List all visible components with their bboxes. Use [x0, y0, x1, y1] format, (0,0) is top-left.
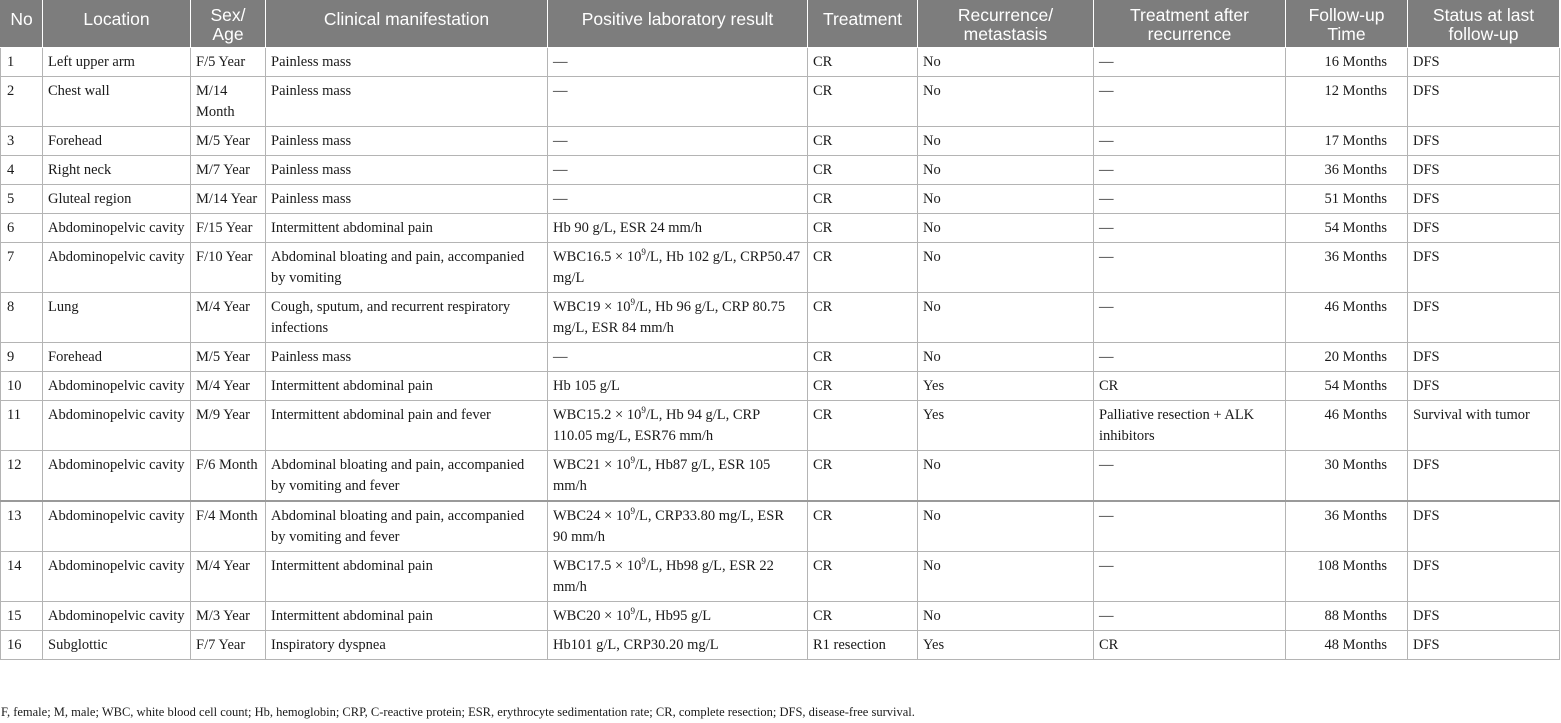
treatment-after-cell: — [1094, 293, 1286, 343]
location-cell: Left upper arm [43, 48, 191, 77]
clinical-cell: Abdominal bloating and pain, accompanied by vomiting and fever [266, 501, 548, 552]
sex-age-cell: F/5 Year [191, 48, 266, 77]
treatment-cell: CR [808, 401, 918, 451]
recurrence-cell: Yes [918, 631, 1094, 660]
sex-age-cell: M/5 Year [191, 343, 266, 372]
lab-cell [548, 501, 808, 552]
recurrence-cell: Yes [918, 401, 1094, 451]
clinical-cell: Intermittent abdominal pain [266, 214, 548, 243]
treatment-after-cell: — [1094, 552, 1286, 602]
treatment-cell: CR [808, 77, 918, 127]
header-treatment: Treatment [808, 1, 918, 48]
treatment-after-cell: — [1094, 214, 1286, 243]
clinical-cell: Cough, sputum, and recurrent respiratory infections [266, 293, 548, 343]
lab-text-part: WBC21 × 10 [553, 457, 631, 473]
recurrence-cell: Yes [918, 372, 1094, 401]
table-row [1, 127, 1560, 156]
status-cell: DFS [1408, 501, 1560, 552]
table-row [1, 501, 1560, 552]
treatment-cell: CR [808, 501, 918, 552]
sex-age-cell: F/4 Month [191, 501, 266, 552]
status-cell: Survival with tumor [1408, 401, 1560, 451]
header-status-line1: Status at last [1432, 5, 1535, 25]
clinical-cell: Intermittent abdominal pain and fever [266, 401, 548, 451]
lab-exponent: 9 [630, 455, 635, 465]
treatment-cell: CR [808, 552, 918, 602]
lab-cell: Hb101 g/L, CRP30.20 mg/L [548, 631, 808, 660]
lab-text-part: /L, Hb 94 g/L, CRP 110.05 mg/L, ESR76 mm/h [553, 407, 760, 444]
followup-cell: 36 Months [1286, 243, 1408, 293]
table-row [1, 451, 1560, 502]
treatment-cell: CR [808, 451, 918, 502]
treatment-after-cell: — [1094, 127, 1286, 156]
sex-age-cell: M/5 Year [191, 127, 266, 156]
clinical-cell: Painless mass [266, 77, 548, 127]
recurrence-cell: No [918, 48, 1094, 77]
header-location: Location [43, 1, 191, 48]
treatment-cell: CR [808, 48, 918, 77]
location-cell: Abdominopelvic cavity [43, 451, 191, 502]
header-status [1408, 1, 1560, 48]
lab-text-part: WBC24 × 10 [553, 508, 631, 524]
header-status-line2: follow-up [1448, 24, 1519, 44]
followup-cell: 51 Months [1286, 185, 1408, 214]
followup-cell: 36 Months [1286, 501, 1408, 552]
header-sex-age-line2: Age [212, 24, 244, 44]
location-cell: Right neck [43, 156, 191, 185]
location-cell: Forehead [43, 343, 191, 372]
status-cell: DFS [1408, 214, 1560, 243]
location-cell: Lung [43, 293, 191, 343]
table-footnote: F, female; M, male; WBC, white blood cell count; Hb, hemoglobin; CRP, C-reactive protein; ESR, erythrocyte sedimentation rate; CR, complete resection; DFS, disease-free survival. [1, 705, 915, 719]
lab-text-part: WBC19 × 10 [553, 299, 631, 315]
lab-cell [548, 602, 808, 631]
clinical-cell: Intermittent abdominal pain [266, 372, 548, 401]
clinical-cell: Painless mass [266, 127, 548, 156]
treatment-after-cell: — [1094, 343, 1286, 372]
status-cell: DFS [1408, 602, 1560, 631]
treatment-cell: CR [808, 156, 918, 185]
status-cell: DFS [1408, 127, 1560, 156]
no-cell: 10 [1, 372, 43, 401]
lab-text-part: WBC15.2 × 10 [553, 407, 642, 423]
status-cell: DFS [1408, 48, 1560, 77]
lab-exponent: 9 [641, 405, 646, 415]
location-cell: Subglottic [43, 631, 191, 660]
location-cell: Abdominopelvic cavity [43, 501, 191, 552]
lab-exponent: 9 [630, 506, 635, 516]
followup-cell: 16 Months [1286, 48, 1408, 77]
treatment-after-cell: — [1094, 501, 1286, 552]
treatment-cell: CR [808, 127, 918, 156]
lab-cell [548, 401, 808, 451]
lab-text-part: /L, CRP33.80 mg/L, ESR 90 mm/h [553, 508, 785, 545]
location-cell: Abdominopelvic cavity [43, 243, 191, 293]
header-clinical: Clinical manifestation [266, 1, 548, 48]
treatment-after-cell: — [1094, 156, 1286, 185]
recurrence-cell: No [918, 293, 1094, 343]
table-row [1, 156, 1560, 185]
recurrence-cell: No [918, 127, 1094, 156]
recurrence-cell: No [918, 552, 1094, 602]
treatment-after-cell: — [1094, 48, 1286, 77]
location-cell: Abdominopelvic cavity [43, 372, 191, 401]
followup-cell: 30 Months [1286, 451, 1408, 502]
treatment-after-cell: CR [1094, 372, 1286, 401]
lab-cell: Hb 90 g/L, ESR 24 mm/h [548, 214, 808, 243]
no-cell: 11 [1, 401, 43, 451]
treatment-after-cell: — [1094, 185, 1286, 214]
status-cell: DFS [1408, 631, 1560, 660]
no-cell: 3 [1, 127, 43, 156]
location-cell: Abdominopelvic cavity [43, 602, 191, 631]
table-row [1, 77, 1560, 127]
followup-cell: 108 Months [1286, 552, 1408, 602]
clinical-cell: Intermittent abdominal pain [266, 552, 548, 602]
table-row [1, 401, 1560, 451]
sex-age-cell: M/4 Year [191, 552, 266, 602]
no-cell: 2 [1, 77, 43, 127]
lab-cell [548, 293, 808, 343]
table-row [1, 243, 1560, 293]
no-cell: 16 [1, 631, 43, 660]
treatment-cell: R1 resection [808, 631, 918, 660]
lab-cell: Hb 105 g/L [548, 372, 808, 401]
clinical-cell: Abdominal bloating and pain, accompanied by vomiting [266, 243, 548, 293]
location-cell: Chest wall [43, 77, 191, 127]
treatment-cell: CR [808, 293, 918, 343]
header-recurrence-line1: Recurrence/ [957, 5, 1054, 25]
table-row [1, 293, 1560, 343]
location-cell: Abdominopelvic cavity [43, 401, 191, 451]
status-cell: DFS [1408, 77, 1560, 127]
header-followup-line2: Time [1327, 24, 1366, 44]
sex-age-cell: M/4 Year [191, 293, 266, 343]
header-treatment-after-line2: recurrence [1147, 24, 1232, 44]
header-followup [1286, 1, 1408, 48]
lab-text-part: WBC17.5 × 10 [553, 558, 642, 574]
status-cell: DFS [1408, 293, 1560, 343]
lab-exponent: 9 [641, 247, 646, 257]
no-cell: 1 [1, 48, 43, 77]
recurrence-cell: No [918, 243, 1094, 293]
table-row [1, 48, 1560, 77]
clinical-cell: Painless mass [266, 343, 548, 372]
lab-cell: — [548, 77, 808, 127]
lab-text-part: /L, Hb87 g/L, ESR 105 mm/h [553, 457, 771, 494]
lab-cell: — [548, 343, 808, 372]
sex-age-cell: F/7 Year [191, 631, 266, 660]
treatment-after-cell: — [1094, 77, 1286, 127]
location-cell: Gluteal region [43, 185, 191, 214]
lab-text-part: /L, Hb 102 g/L, CRP50.47 mg/L [553, 249, 801, 286]
followup-cell: 46 Months [1286, 401, 1408, 451]
lab-cell [548, 243, 808, 293]
header-treatment-after [1094, 1, 1286, 48]
lab-cell: — [548, 156, 808, 185]
recurrence-cell: No [918, 501, 1094, 552]
status-cell: DFS [1408, 372, 1560, 401]
lab-text-part: /L, Hb95 g/L [634, 608, 712, 624]
followup-cell: 54 Months [1286, 372, 1408, 401]
location-cell: Abdominopelvic cavity [43, 214, 191, 243]
followup-cell: 17 Months [1286, 127, 1408, 156]
lab-exponent: 9 [630, 297, 635, 307]
table-row [1, 372, 1560, 401]
treatment-after-cell: Palliative resection + ALK inhibitors [1094, 401, 1286, 451]
location-cell: Abdominopelvic cavity [43, 552, 191, 602]
recurrence-cell: No [918, 451, 1094, 502]
lab-text-part: WBC20 × 10 [553, 608, 631, 624]
header-recurrence [918, 1, 1094, 48]
table-row [1, 185, 1560, 214]
followup-cell: 48 Months [1286, 631, 1408, 660]
treatment-cell: CR [808, 214, 918, 243]
header-sex-age [191, 1, 266, 48]
sex-age-cell: F/10 Year [191, 243, 266, 293]
recurrence-cell: No [918, 602, 1094, 631]
header-recurrence-line2: metastasis [963, 24, 1048, 44]
recurrence-cell: No [918, 343, 1094, 372]
no-cell: 6 [1, 214, 43, 243]
lab-exponent: 9 [641, 556, 646, 566]
lab-exponent: 9 [630, 606, 635, 616]
no-cell: 9 [1, 343, 43, 372]
recurrence-cell: No [918, 214, 1094, 243]
status-cell: DFS [1408, 451, 1560, 502]
header-treatment-after-line1: Treatment after [1130, 5, 1249, 25]
header-no: No [1, 1, 43, 48]
lab-text-part: /L, Hb98 g/L, ESR 22 mm/h [553, 558, 774, 595]
lab-cell [548, 552, 808, 602]
status-cell: DFS [1408, 243, 1560, 293]
treatment-cell: CR [808, 243, 918, 293]
no-cell: 15 [1, 602, 43, 631]
table-row [1, 214, 1560, 243]
clinical-cell: Abdominal bloating and pain, accompanied by vomiting and fever [266, 451, 548, 502]
no-cell: 5 [1, 185, 43, 214]
treatment-after-cell: — [1094, 243, 1286, 293]
followup-cell: 12 Months [1286, 77, 1408, 127]
header-sex-age-line1: Sex/ [210, 5, 246, 25]
lab-cell [548, 451, 808, 502]
table-body [1, 48, 1560, 660]
recurrence-cell: No [918, 77, 1094, 127]
status-cell: DFS [1408, 552, 1560, 602]
followup-cell: 88 Months [1286, 602, 1408, 631]
table-row [1, 631, 1560, 660]
followup-cell: 36 Months [1286, 156, 1408, 185]
status-cell: DFS [1408, 343, 1560, 372]
header-followup-line1: Follow-up [1308, 5, 1385, 25]
treatment-after-cell: — [1094, 451, 1286, 502]
lab-text-part: WBC16.5 × 10 [553, 249, 642, 265]
followup-cell: 20 Months [1286, 343, 1408, 372]
recurrence-cell: No [918, 156, 1094, 185]
sex-age-cell: F/15 Year [191, 214, 266, 243]
sex-age-cell: M/4 Year [191, 372, 266, 401]
sex-age-cell: F/6 Month [191, 451, 266, 502]
clinical-cell: Inspiratory dyspnea [266, 631, 548, 660]
table-row [1, 343, 1560, 372]
clinical-cell: Painless mass [266, 185, 548, 214]
treatment-cell: CR [808, 343, 918, 372]
no-cell: 7 [1, 243, 43, 293]
treatment-cell: CR [808, 602, 918, 631]
table-row [1, 552, 1560, 602]
table-row [1, 602, 1560, 631]
no-cell: 8 [1, 293, 43, 343]
sex-age-cell: M/14 Year [191, 185, 266, 214]
header-lab: Positive laboratory result [548, 1, 808, 48]
no-cell: 4 [1, 156, 43, 185]
followup-cell: 54 Months [1286, 214, 1408, 243]
lab-cell: — [548, 127, 808, 156]
sex-age-cell: M/14 Month [191, 77, 266, 127]
lab-text-part: /L, Hb 96 g/L, CRP 80.75 mg/L, ESR 84 mm/h [553, 299, 786, 336]
no-cell: 13 [1, 501, 43, 552]
location-cell: Forehead [43, 127, 191, 156]
no-cell: 14 [1, 552, 43, 602]
lab-cell: — [548, 48, 808, 77]
sex-age-cell: M/9 Year [191, 401, 266, 451]
no-cell: 12 [1, 451, 43, 502]
clinical-cell: Painless mass [266, 48, 548, 77]
sex-age-cell: M/7 Year [191, 156, 266, 185]
recurrence-cell: No [918, 185, 1094, 214]
treatment-cell: CR [808, 372, 918, 401]
table-header-row [1, 1, 1560, 48]
status-cell: DFS [1408, 185, 1560, 214]
treatment-after-cell: — [1094, 602, 1286, 631]
clinical-cell: Intermittent abdominal pain [266, 602, 548, 631]
treatment-cell: CR [808, 185, 918, 214]
followup-cell: 46 Months [1286, 293, 1408, 343]
sex-age-cell: M/3 Year [191, 602, 266, 631]
treatment-after-cell: CR [1094, 631, 1286, 660]
lab-cell: — [548, 185, 808, 214]
status-cell: DFS [1408, 156, 1560, 185]
clinical-cell: Painless mass [266, 156, 548, 185]
